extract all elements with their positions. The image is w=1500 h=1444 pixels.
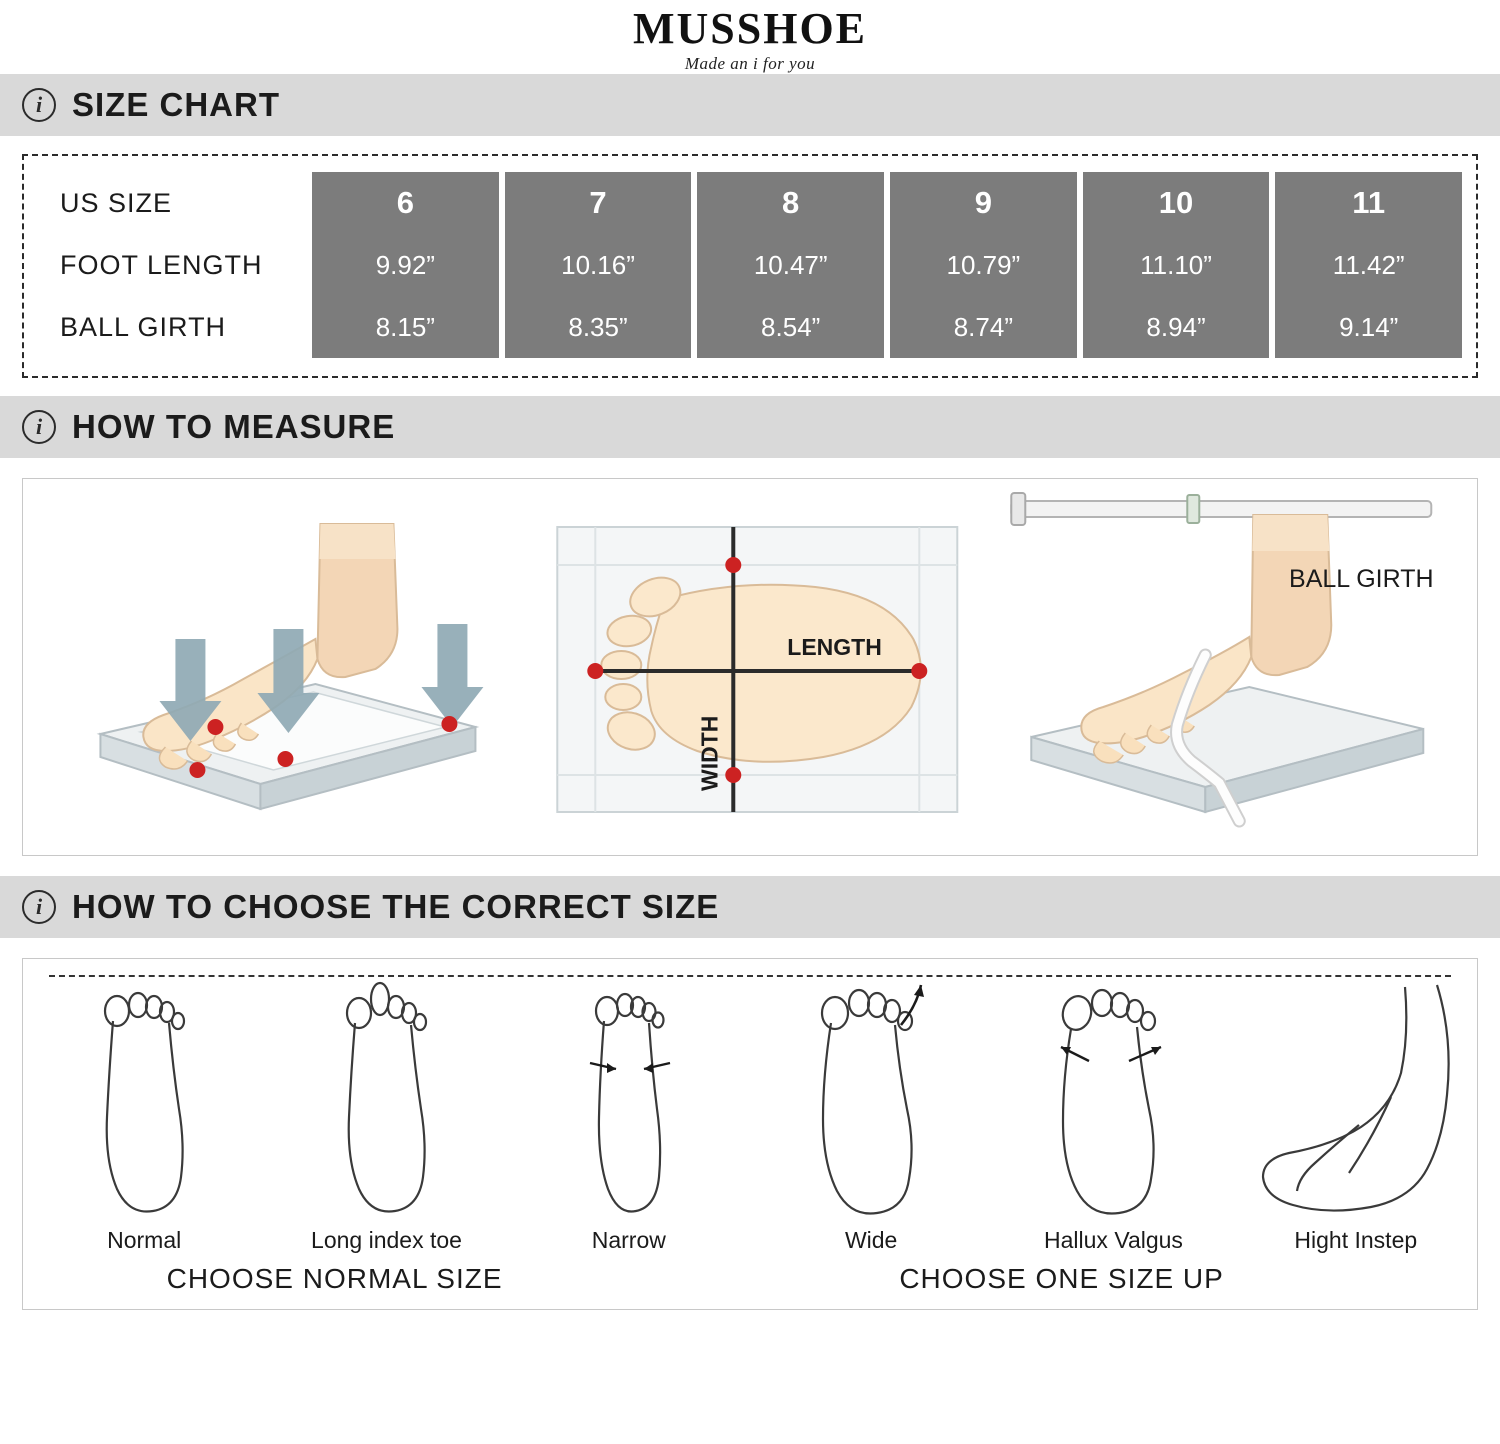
group-label-normal-size: CHOOSE NORMAL SIZE <box>166 1263 503 1295</box>
caption-narrow: Narrow <box>591 1227 666 1254</box>
size-column <box>890 172 1077 358</box>
cell-foot-length: 10.47” <box>753 249 828 280</box>
info-icon: i <box>22 890 56 924</box>
size-column <box>312 172 499 358</box>
brand-tagline: Made an i for you <box>684 54 816 74</box>
foot-type-long-index-toe <box>265 977 507 1227</box>
section-title-size-chart: SIZE CHART <box>72 86 280 124</box>
brand-name: MUSSHOE <box>632 4 868 53</box>
cell-us-size: 9 <box>974 185 992 221</box>
size-column <box>697 172 884 358</box>
cell-ball-girth: 9.14” <box>1339 311 1399 342</box>
foot-outline-long-index-toe <box>311 977 461 1227</box>
foot-type-groups <box>23 1263 1477 1295</box>
measure-figure-ball-girth <box>976 479 1477 855</box>
section-header-size-chart <box>0 74 1500 136</box>
foot-type-wide <box>750 977 992 1227</box>
caption-long-index-toe: Long index toe <box>311 1227 462 1254</box>
cell-ball-girth: 8.74” <box>953 311 1013 342</box>
cell-foot-length: 11.42” <box>1332 249 1405 280</box>
group-label-one-size-up: CHOOSE ONE SIZE UP <box>899 1263 1224 1295</box>
info-icon: i <box>22 88 56 122</box>
cell-foot-length: 10.79” <box>946 249 1021 280</box>
size-column <box>1275 172 1462 358</box>
cell-foot-length: 9.92” <box>375 249 435 280</box>
foot-on-board-illustration <box>23 479 538 855</box>
foot-type-narrow <box>508 977 750 1227</box>
foot-type-hallux-valgus <box>992 977 1234 1227</box>
cell-ball-girth: 8.94” <box>1146 311 1206 342</box>
cell-foot-length: 10.16” <box>561 249 635 280</box>
foot-outline-narrow <box>554 977 704 1227</box>
size-chart-table <box>22 154 1478 378</box>
cell-foot-length: 11.10” <box>1140 249 1212 280</box>
section-title-how-to-choose: HOW TO CHOOSE THE CORRECT SIZE <box>72 888 720 926</box>
section-header-how-to-measure <box>0 396 1500 458</box>
length-label: LENGTH <box>787 634 882 661</box>
how-to-measure-panel <box>22 478 1478 856</box>
width-label: WIDTH <box>696 715 723 792</box>
caption-normal: Normal <box>107 1227 182 1254</box>
caption-hallux-valgus: Hallux Valgus <box>1044 1227 1183 1254</box>
cell-ball-girth: 8.54” <box>761 311 821 342</box>
foot-outline-hight-instep <box>1241 977 1471 1227</box>
size-column <box>1083 172 1270 358</box>
foot-outline-normal <box>69 977 219 1227</box>
row-label-foot-length: FOOT LENGTH <box>60 249 263 280</box>
cell-us-size: 7 <box>589 185 607 221</box>
section-title-how-to-measure: HOW TO MEASURE <box>72 408 396 446</box>
size-column <box>505 172 692 358</box>
row-label-us-size: US SIZE <box>60 187 173 218</box>
cell-ball-girth: 8.35” <box>568 311 628 342</box>
caption-wide: Wide <box>844 1227 898 1254</box>
foot-outline-wide <box>791 977 951 1227</box>
size-chart-row-labels <box>38 172 306 358</box>
measure-figure-length-width <box>538 479 977 855</box>
foot-type-row <box>23 977 1477 1227</box>
row-label-ball-girth: BALL GIRTH <box>60 311 227 342</box>
foot-type-captions <box>23 1227 1477 1254</box>
measure-figure-foot-on-board <box>23 479 538 855</box>
caption-hight-instep: Hight Instep <box>1294 1227 1418 1254</box>
cell-us-size: 8 <box>782 185 800 221</box>
foot-type-normal <box>23 977 265 1227</box>
length-width-illustration <box>538 479 977 855</box>
foot-outline-hallux-valgus <box>1033 977 1193 1227</box>
section-header-how-to-choose <box>0 876 1500 938</box>
cell-us-size: 10 <box>1158 185 1194 221</box>
foot-type-hight-instep <box>1235 977 1477 1227</box>
cell-us-size: 6 <box>396 185 414 221</box>
how-to-choose-panel <box>22 958 1478 1310</box>
cell-us-size: 11 <box>1352 185 1386 221</box>
info-icon: i <box>22 410 56 444</box>
ball-girth-illustration <box>976 479 1477 855</box>
brand-header <box>0 0 1500 74</box>
ball-girth-label: BALL GIRTH <box>1289 565 1434 594</box>
cell-ball-girth: 8.15” <box>375 311 435 342</box>
